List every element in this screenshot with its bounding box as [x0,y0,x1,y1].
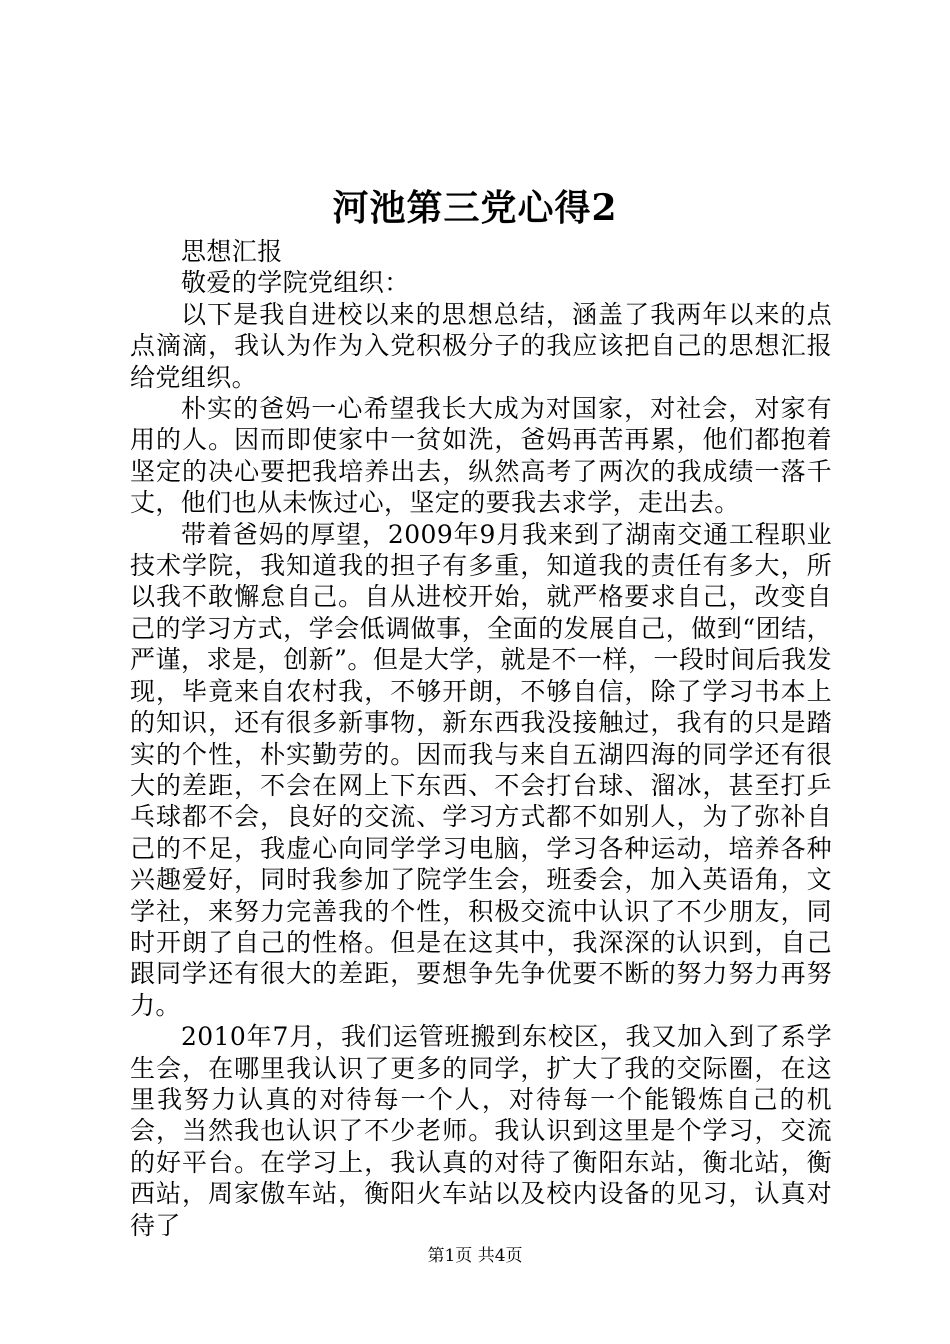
document-title: 河池第三党心得2 [332,187,618,229]
paragraph-parents: 朴实的爸妈一心希望我长大成为对国家，对社会，对家有用的人。因而即使家中一贫如洗，爸妈再苦再累，他们都抱着坚定的决心要把我培养出去，纵然高考了两次的我成绩一落千丈，他们也从未恢过心，坚定的要我去求学，走出去。 [130,394,832,518]
page-footer: 第1页 共4页 [427,1246,523,1266]
paragraph-east-campus: 2010年7月，我们运管班搬到东校区，我又加入到了系学生会，在哪里我认识了更多的同学，扩大了我的交际圈，在这里我努力认真的对待每一个人，对待每一个能锻炼自己的机会，当然我也认识了不少老师。我认识到这里是个学习，交流的好平台。在学习上，我认真的对待了衡阳东站，衡北站，衡西站，周家傲车站，衡阳火车站以及校内设备的见习，认真对待了 [130,1022,832,1240]
document-body [130,236,832,1241]
paragraph-report-heading: 思想汇报 [181,237,283,266]
paragraph-college-life: 带着爸妈的厚望，2009年9月我来到了湖南交通工程职业技术学院，我知道我的担子有多重，知道我的责任有多大，所以我不敢懈怠自己。自从进校开始，就严格要求自己，改变自己的学习方式，学会低调做事，全面的发展自己，做到“团结，严谨，求是，创新”。但是大学，就是不一样，一段时间后我发现，毕竟来自农村我，不够开朗，不够自信，除了学习书本上的知识，还有很多新事物，新东西我没接触过，我有的只是踏实的个性，朴实勤劳的。因而我与来自五湖四海的同学还有很大的差距，不会在网上下东西、不会打台球、溜冰，甚至打乒乓球都不会，良好的交流、学习方式都不如别人，为了弥补自己的不足，我虚心向同学学习电脑，学习各种运动，培养各种兴趣爱好，同时我参加了院学生会，班委会，加入英语角，文学社，来努力完善我的个性，积极交流中认识了不少朋友，同时开朗了自己的性格。但是在这其中，我深深的认识到，自己跟同学还有很大的差距，要想争先争优要不断的努力努力再努力。 [130,519,832,1020]
paragraph-intro: 以下是我自进校以来的思想总结，涵盖了我两年以来的点点滴滴，我认为作为入党积极分子的我应该把自己的思想汇报给党组织。 [130,299,832,392]
paragraph-salutation: 敬爱的学院党组织： [181,268,410,298]
